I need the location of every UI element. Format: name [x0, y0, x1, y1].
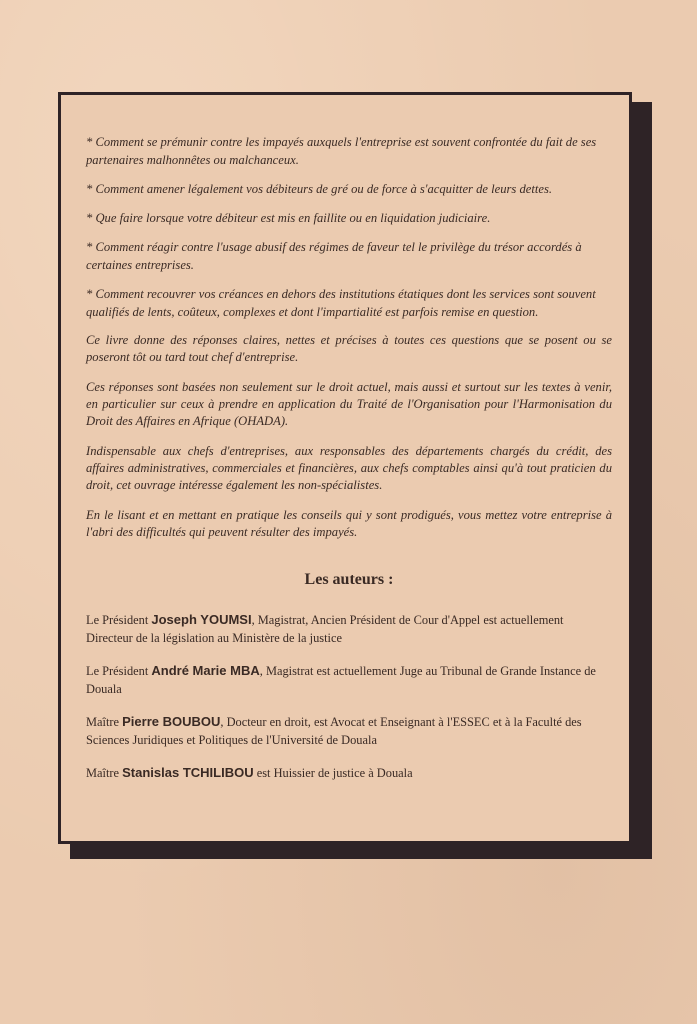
author-entry-4	[86, 764, 612, 782]
author-name: Stanislas TCHILIBOU	[122, 765, 254, 780]
question-3: * Que faire lorsque votre débiteur est mis en faillite ou en liquidation judiciaire.	[86, 211, 491, 225]
question-5: * Comment recouvrer vos créances en dehors des institutions étatiques dont les services sont souvent qualifiés de lents, coûteux, complexes et dont l'impartialité est parfois remise en question.	[86, 287, 596, 319]
author-prefix: Maître	[86, 766, 123, 780]
paragraph-basis: Ces réponses sont basées non seulement sur le droit actuel, mais aussi et surtout sur les textes à venir, en particulier sur ceux à prendre en application du Traité de l'Organisation pour l'Harmonisation du Droit des Affaires en Afrique (OHADA).	[86, 380, 612, 428]
author-prefix: Le Président	[86, 664, 152, 678]
author-description: est Huissier de justice à Douala	[253, 766, 413, 780]
author-description: , Magistrat est actuellement Juge au Tribunal de Grande Instance de Douala	[86, 664, 596, 696]
author-name: André Marie MBA	[151, 663, 260, 678]
paragraph-conclusion: En le lisant et en mettant en pratique les conseils qui y sont prodigués, vous mettez votre entreprise à l'abri des difficultés qui peuvent résulter des impayés.	[86, 508, 612, 539]
paragraph-answers: Ce livre donne des réponses claires, nettes et précises à toutes ces questions que se posent ou se poseront tôt ou tard tout chef d'entreprise.	[86, 333, 612, 364]
paragraph-audience: Indispensable aux chefs d'entreprises, aux responsables des départements chargés du crédit, des affaires administratives, commerciales et financières, aux chefs comptables ainsi qu'à tout praticien du droit, cet ouvrage intéresse également les non-spécialistes.	[86, 444, 612, 492]
author-name: Pierre BOUBOU	[122, 714, 221, 729]
author-description: , Magistrat, Ancien Président de Cour d'Appel est actuellement Directeur de la législation au Ministère de la justice	[86, 613, 564, 645]
author-prefix: Le Président	[86, 613, 152, 627]
question-1: * Comment se prémunir contre les impayés auxquels l'entreprise est souvent confrontée du fait de ses partenaires malhonnêtes ou malchanceux.	[86, 135, 597, 167]
author-prefix: Maître	[86, 715, 123, 729]
author-name: Joseph YOUMSI	[151, 612, 252, 627]
question-2: * Comment amener légalement vos débiteurs de gré ou de force à s'acquitter de leurs dettes.	[86, 182, 552, 196]
frame-content	[86, 133, 612, 797]
text-frame	[58, 92, 632, 844]
authors-heading: Les auteurs :	[304, 571, 394, 588]
author-entry-3	[86, 713, 612, 749]
author-entry-2	[86, 662, 612, 698]
question-4: * Comment réagir contre l'usage abusif des régimes de faveur tel le privilège du trésor accordés à certaines entreprises.	[86, 240, 582, 272]
author-entry-1	[86, 611, 612, 647]
author-description: , Docteur en droit, est Avocat et Enseignant à l'ESSEC et à la Faculté des Sciences Juridiques et Politiques de l'Université de Douala	[86, 715, 582, 747]
